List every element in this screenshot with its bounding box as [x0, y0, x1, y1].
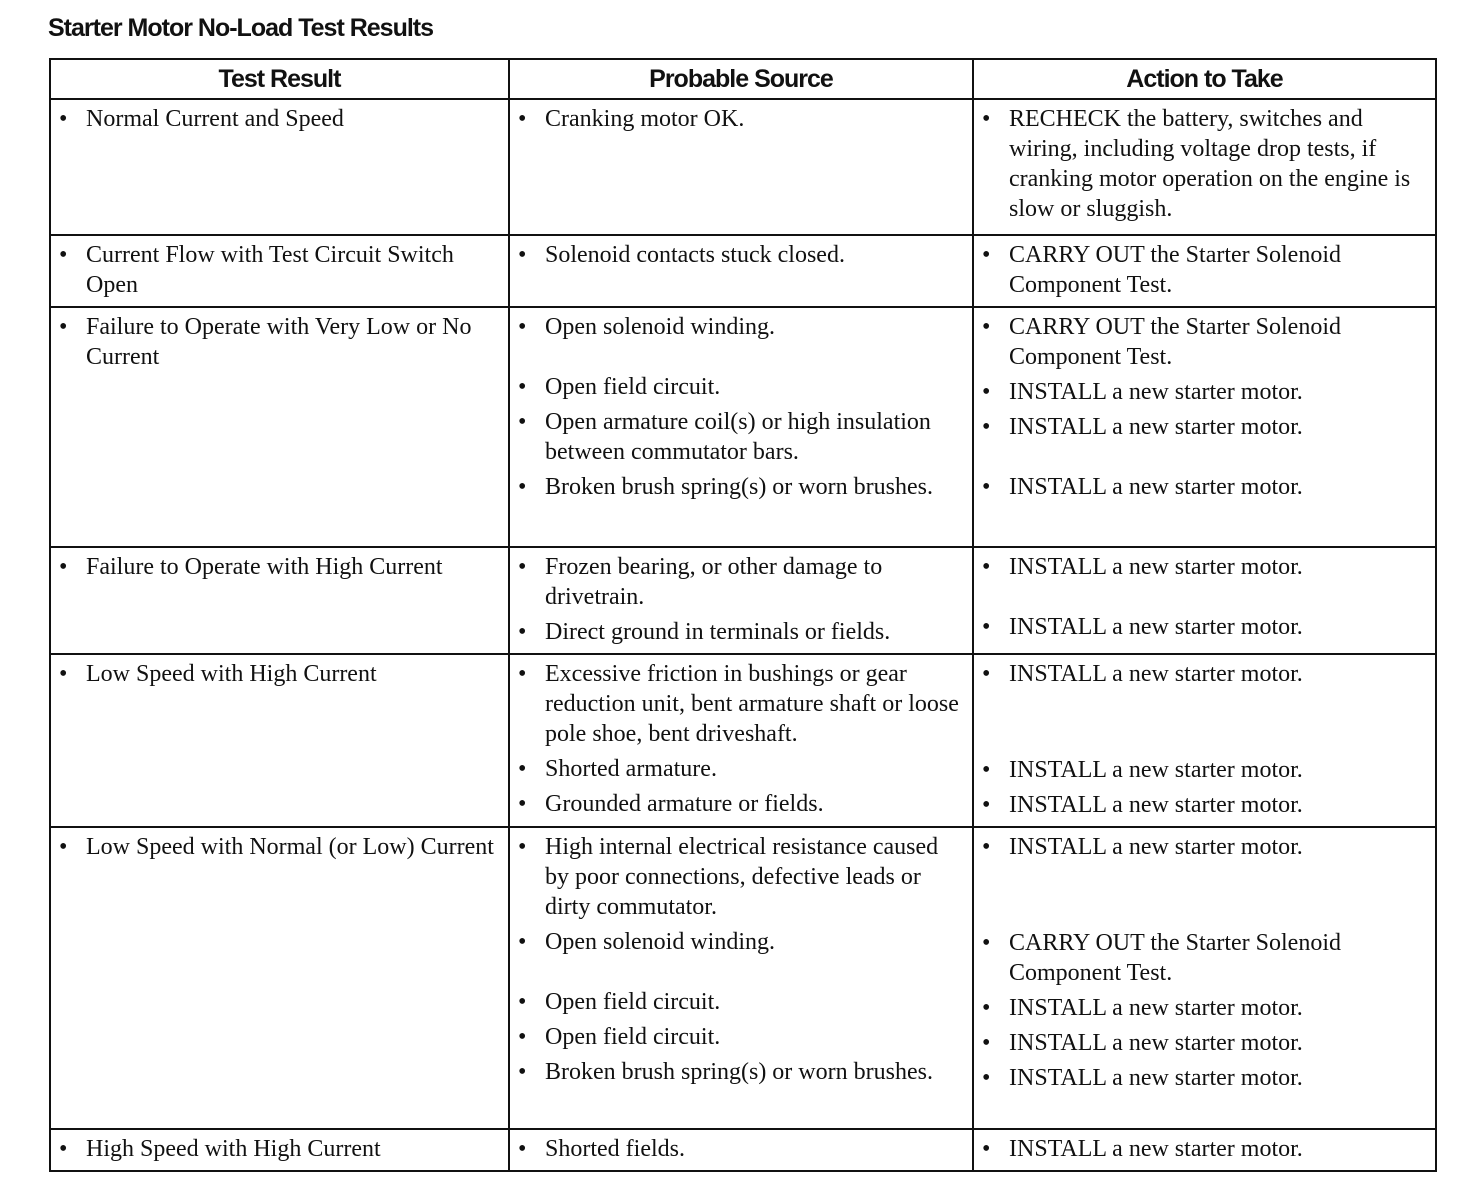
list-item [518, 372, 964, 402]
source-text: Open field circuit. [545, 989, 721, 1015]
source-text: Broken brush spring(s) or worn brushes. [545, 1059, 933, 1085]
source-text: Open field circuit. [545, 1024, 721, 1050]
list-item [982, 552, 1427, 582]
action-text: INSTALL a new starter motor. [1009, 995, 1303, 1021]
test-result-cell [50, 654, 509, 827]
list-item [59, 312, 500, 372]
test-result-cell [50, 99, 509, 235]
list-item [982, 755, 1427, 785]
list-item [518, 617, 964, 647]
probable-source-cell [509, 827, 973, 1129]
list-item [59, 1134, 500, 1164]
bullet-icon: • [518, 1024, 527, 1050]
table-row [50, 547, 1436, 654]
list-item [982, 472, 1427, 502]
bullet-icon: • [59, 242, 68, 268]
list-item [518, 104, 964, 134]
bullet-icon: • [518, 374, 527, 400]
action-text: INSTALL a new starter motor. [1009, 1030, 1303, 1056]
probable-source-cell [509, 1129, 973, 1171]
test-result-cell [50, 547, 509, 654]
list-item [518, 832, 964, 922]
list-item [982, 928, 1427, 988]
list-item [518, 472, 964, 502]
probable-source-cell [509, 307, 973, 547]
test-result-cell [50, 307, 509, 547]
list-item [982, 377, 1427, 407]
action-cell [973, 99, 1436, 235]
bullet-icon: • [982, 379, 991, 405]
probable-source-cell [509, 547, 973, 654]
test-result-cell [50, 235, 509, 307]
list-item [982, 312, 1427, 372]
bullet-icon: • [982, 1136, 991, 1162]
table-row [50, 827, 1436, 1129]
bullet-icon: • [982, 995, 991, 1021]
source-text: Broken brush spring(s) or worn brushes. [545, 474, 933, 500]
bullet-icon: • [518, 929, 527, 955]
action-text: INSTALL a new starter motor. [1009, 757, 1303, 783]
list-item [518, 987, 964, 1017]
bullet-icon: • [982, 757, 991, 783]
bullet-icon: • [59, 554, 68, 580]
bullet-icon: • [518, 791, 527, 817]
list-item [982, 612, 1427, 642]
source-text: Shorted armature. [545, 756, 717, 782]
action-cell [973, 547, 1436, 654]
action-cell [973, 654, 1436, 827]
source-text: Open solenoid winding. [545, 314, 775, 340]
bullet-icon: • [518, 1136, 527, 1162]
source-text: Shorted fields. [545, 1136, 685, 1162]
bullet-icon: • [982, 930, 991, 956]
bullet-icon: • [982, 554, 991, 580]
list-item [518, 1022, 964, 1052]
action-text: INSTALL a new starter motor. [1009, 834, 1303, 860]
action-text: CARRY OUT the Starter Solenoid Component Test. [1009, 314, 1341, 370]
action-text: INSTALL a new starter motor. [1009, 792, 1303, 818]
bullet-icon: • [982, 414, 991, 440]
bullet-icon: • [982, 614, 991, 640]
list-item [518, 927, 964, 957]
action-cell [973, 235, 1436, 307]
list-item [982, 993, 1427, 1023]
action-cell [973, 307, 1436, 547]
bullet-icon: • [518, 1059, 527, 1085]
list-item [59, 552, 500, 582]
list-item [518, 659, 964, 749]
bullet-icon: • [518, 989, 527, 1015]
list-item [59, 832, 500, 862]
list-item [518, 407, 964, 467]
test-result-cell [50, 827, 509, 1129]
list-item [982, 412, 1427, 442]
source-text: Cranking motor OK. [545, 106, 745, 132]
test-result-text: Low Speed with Normal (or Low) Current [86, 834, 494, 860]
list-item [982, 790, 1427, 820]
list-item [982, 104, 1427, 224]
list-item [518, 1134, 964, 1164]
bullet-icon: • [982, 474, 991, 500]
table-row [50, 99, 1436, 235]
header-test-result: Test Result [50, 59, 509, 99]
table-row [50, 235, 1436, 307]
action-text: INSTALL a new starter motor. [1009, 1065, 1303, 1091]
list-item [59, 240, 500, 300]
bullet-icon: • [982, 314, 991, 340]
action-cell [973, 1129, 1436, 1171]
source-text: Grounded armature or fields. [545, 791, 824, 817]
action-text: INSTALL a new starter motor. [1009, 554, 1303, 580]
bullet-icon: • [982, 834, 991, 860]
list-item [59, 659, 500, 689]
list-item [982, 659, 1427, 689]
test-result-text: Normal Current and Speed [86, 106, 344, 132]
list-item [982, 1028, 1427, 1058]
bullet-icon: • [518, 756, 527, 782]
action-text: INSTALL a new starter motor. [1009, 614, 1303, 640]
bullet-icon: • [59, 1136, 68, 1162]
bullet-icon: • [518, 106, 527, 132]
list-item [518, 1057, 964, 1087]
test-result-text: Low Speed with High Current [86, 661, 377, 687]
action-text: INSTALL a new starter motor. [1009, 661, 1303, 687]
action-text: RECHECK the battery, switches and wiring, including voltage drop tests, if cranking motor operation on the engine is slow or sluggish. [1009, 106, 1411, 222]
source-text: Excessive friction in bushings or gear reduction unit, bent armature shaft or loose pole shoe, bent driveshaft. [545, 661, 959, 747]
bullet-icon: • [982, 1030, 991, 1056]
bullet-icon: • [59, 834, 68, 860]
bullet-icon: • [982, 242, 991, 268]
bullet-icon: • [518, 661, 527, 687]
action-text: INSTALL a new starter motor. [1009, 379, 1303, 405]
action-text: CARRY OUT the Starter Solenoid Component Test. [1009, 242, 1341, 298]
bullet-icon: • [518, 314, 527, 340]
list-item [518, 789, 964, 819]
bullet-icon: • [518, 619, 527, 645]
probable-source-cell [509, 654, 973, 827]
probable-source-cell [509, 99, 973, 235]
list-item [518, 754, 964, 784]
list-item [982, 832, 1427, 862]
bullet-icon: • [518, 834, 527, 860]
table-row [50, 307, 1436, 547]
bullet-icon: • [518, 474, 527, 500]
action-text: CARRY OUT the Starter Solenoid Component Test. [1009, 930, 1341, 986]
probable-source-cell [509, 235, 973, 307]
list-item [518, 312, 964, 342]
action-text: INSTALL a new starter motor. [1009, 414, 1303, 440]
test-result-text: High Speed with High Current [86, 1136, 381, 1162]
header-probable-source: Probable Source [509, 59, 973, 99]
bullet-icon: • [518, 554, 527, 580]
header-action-to-take: Action to Take [973, 59, 1436, 99]
test-result-cell [50, 1129, 509, 1171]
list-item [982, 1134, 1427, 1164]
test-result-text: Failure to Operate with Very Low or No Current [86, 314, 472, 370]
test-results-table [49, 58, 1437, 1172]
test-result-text: Failure to Operate with High Current [86, 554, 443, 580]
list-item [59, 104, 500, 134]
bullet-icon: • [982, 792, 991, 818]
page-title: Starter Motor No-Load Test Results [48, 14, 434, 42]
bullet-icon: • [982, 1065, 991, 1091]
bullet-icon: • [59, 314, 68, 340]
action-text: INSTALL a new starter motor. [1009, 1136, 1303, 1162]
bullet-icon: • [518, 242, 527, 268]
source-text: Open armature coil(s) or high insulation between commutator bars. [545, 409, 931, 465]
source-text: Open solenoid winding. [545, 929, 775, 955]
table-row [50, 654, 1436, 827]
list-item [518, 240, 964, 270]
table-row [50, 1129, 1436, 1171]
action-cell [973, 827, 1436, 1129]
list-item [982, 1063, 1427, 1093]
table-header-row [50, 59, 1436, 99]
bullet-icon: • [982, 661, 991, 687]
bullet-icon: • [518, 409, 527, 435]
source-text: Direct ground in terminals or fields. [545, 619, 891, 645]
test-result-text: Current Flow with Test Circuit Switch Open [86, 242, 454, 298]
action-text: INSTALL a new starter motor. [1009, 474, 1303, 500]
source-text: High internal electrical resistance caused by poor connections, defective leads or dirty commutator. [545, 834, 939, 920]
bullet-icon: • [59, 661, 68, 687]
list-item [518, 552, 964, 612]
bullet-icon: • [59, 106, 68, 132]
source-text: Open field circuit. [545, 374, 721, 400]
bullet-icon: • [982, 106, 991, 132]
source-text: Solenoid contacts stuck closed. [545, 242, 845, 268]
source-text: Frozen bearing, or other damage to drivetrain. [545, 554, 883, 610]
list-item [982, 240, 1427, 300]
